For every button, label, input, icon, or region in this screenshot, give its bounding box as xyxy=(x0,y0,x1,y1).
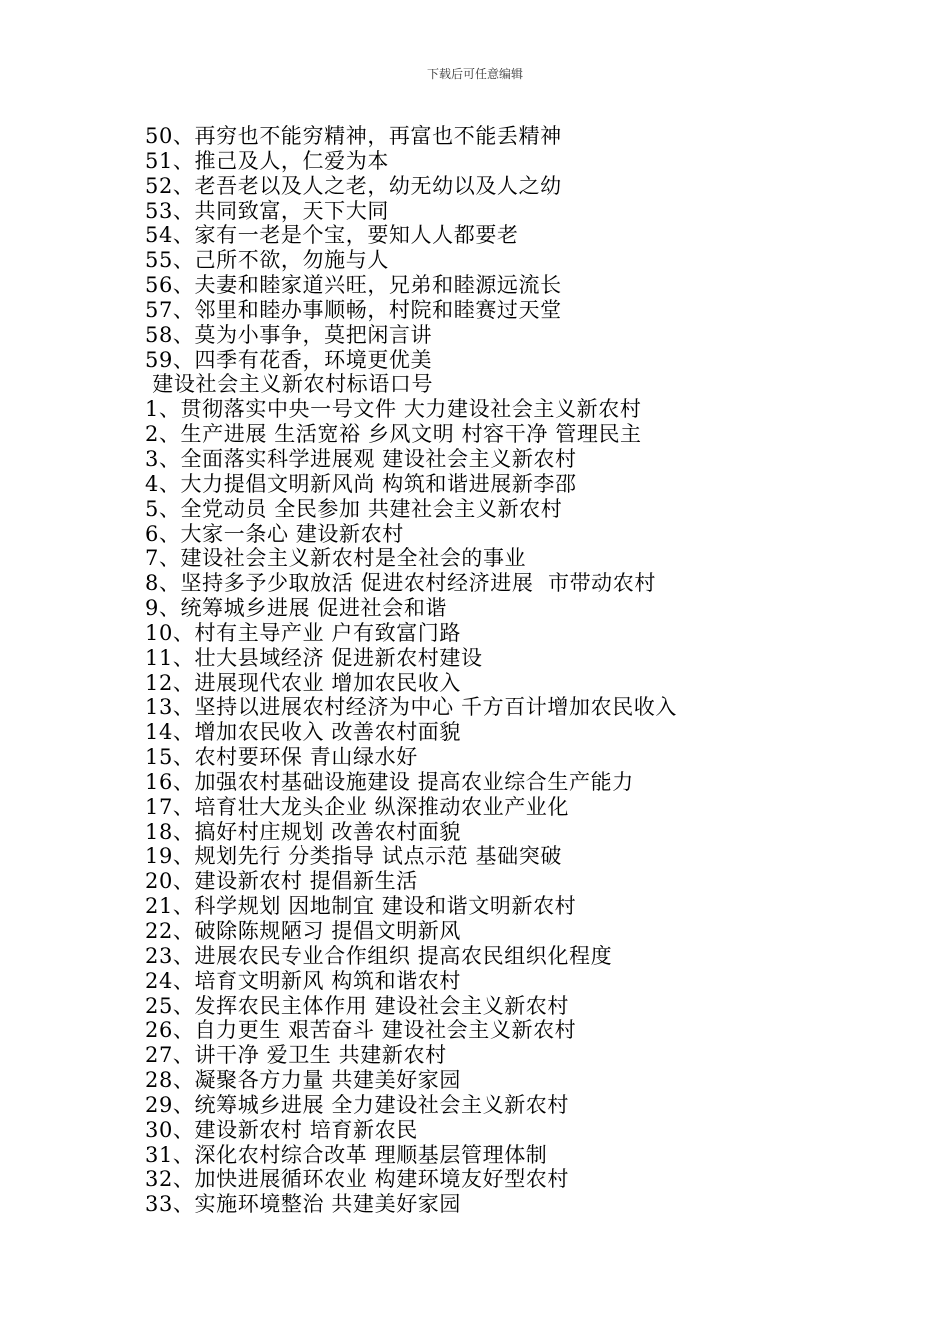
text-line: 28、凝聚各方力量 共建美好家园 xyxy=(145,1068,461,1093)
text-line: 57、邻里和睦办事顺畅，村院和睦赛过天堂 xyxy=(145,297,562,322)
text-line: 20、建设新农村 提倡新生活 xyxy=(145,869,418,894)
text-line: 7、建设社会主义新农村是全社会的事业 xyxy=(145,546,527,571)
text-line: 3、全面落实科学进展观 建设社会主义新农村 xyxy=(145,446,577,471)
text-line: 22、破除陈规陋习 提倡文明新风 xyxy=(145,919,461,943)
text-line: 4、大力提倡文明新风尚 构筑和谐进展新李邵 xyxy=(145,471,577,496)
text-line: 25、发挥农民主体作用 建设社会主义新农村 xyxy=(145,993,569,1018)
text-line: 14、增加农民收入 改善农村面貌 xyxy=(145,720,461,745)
document-body xyxy=(145,124,925,1217)
text-line: 33、实施环境整治 共建美好家园 xyxy=(145,1192,461,1217)
text-line: 8、坚持多予少取放活 促进农村经济进展 市带动农村 xyxy=(145,571,656,596)
text-line: 24、培育文明新风 构筑和谐农村 xyxy=(145,968,461,993)
text-line: 13、坚持以进展农村经济为中心 千方百计增加农民收入 xyxy=(145,695,677,720)
text-line: 16、加强农村基础设施建设 提高农业综合生产能力 xyxy=(145,769,634,794)
text-line: 9、统筹城乡进展 促进社会和谐 xyxy=(145,596,448,621)
text-line: 54、家有一老是个宝，要知人人都要老 xyxy=(145,223,519,248)
text-line: 11、壮大县域经济 促进新农村建设 xyxy=(145,645,483,670)
text-line: 19、规划先行 分类指导 试点示范 基础突破 xyxy=(145,844,562,869)
section-heading: 建设社会主义新农村标语口号 xyxy=(145,372,434,397)
text-line: 2、生产进展 生活宽裕 乡风文明 村容干净 管理民主 xyxy=(145,422,642,447)
text-line: 10、村有主导产业 户有致富门路 xyxy=(145,620,461,645)
text-line: 59、四季有花香，环境更优美 xyxy=(145,347,433,372)
text-line: 50、再穷也不能穷精神，再富也不能丢精神 xyxy=(145,124,562,148)
text-line: 6、大家一条心 建设新农村 xyxy=(145,521,404,546)
text-line: 55、己所不欲，勿施与人 xyxy=(145,248,389,273)
text-line: 32、加快进展循环农业 构建环境友好型农村 xyxy=(145,1167,569,1192)
text-line: 15、农村要环保 青山绿水好 xyxy=(145,745,418,770)
text-line: 31、深化农村综合改革 理顺基层管理体制 xyxy=(145,1142,548,1167)
text-line: 27、讲干净 爱卫生 共建新农村 xyxy=(145,1043,447,1068)
text-line: 52、老吾老以及人之老，幼无幼以及人之幼 xyxy=(145,173,562,198)
text-line: 51、推己及人，仁爱为本 xyxy=(145,148,389,173)
text-line: 58、莫为小事争，莫把闲言讲 xyxy=(145,322,433,347)
text-line: 23、进展农民专业合作组织 提高农民组织化程度 xyxy=(145,943,613,968)
text-line: 21、科学规划 因地制宜 建设和谐文明新农村 xyxy=(145,894,577,919)
text-line: 26、自力更生 艰苦奋斗 建设社会主义新农村 xyxy=(145,1018,577,1043)
text-line: 18、搞好村庄规划 改善农村面貌 xyxy=(145,819,461,844)
text-line: 5、全党动员 全民参加 共建社会主义新农村 xyxy=(145,496,563,521)
text-line: 17、培育壮大龙头企业 纵深推动农业产业化 xyxy=(145,794,569,819)
text-line: 12、进展现代农业 增加农民收入 xyxy=(145,670,461,695)
text-line: 29、统筹城乡进展 全力建设社会主义新农村 xyxy=(145,1092,569,1117)
text-line: 1、贯彻落实中央一号文件 大力建设社会主义新农村 xyxy=(145,397,642,422)
text-line: 30、建设新农村 培育新农民 xyxy=(145,1117,418,1142)
text-line: 53、共同致富，天下大同 xyxy=(145,198,389,223)
page-header: 下载后可任意编辑 xyxy=(426,67,523,81)
text-line: 56、夫妻和睦家道兴旺，兄弟和睦源远流长 xyxy=(145,273,562,298)
